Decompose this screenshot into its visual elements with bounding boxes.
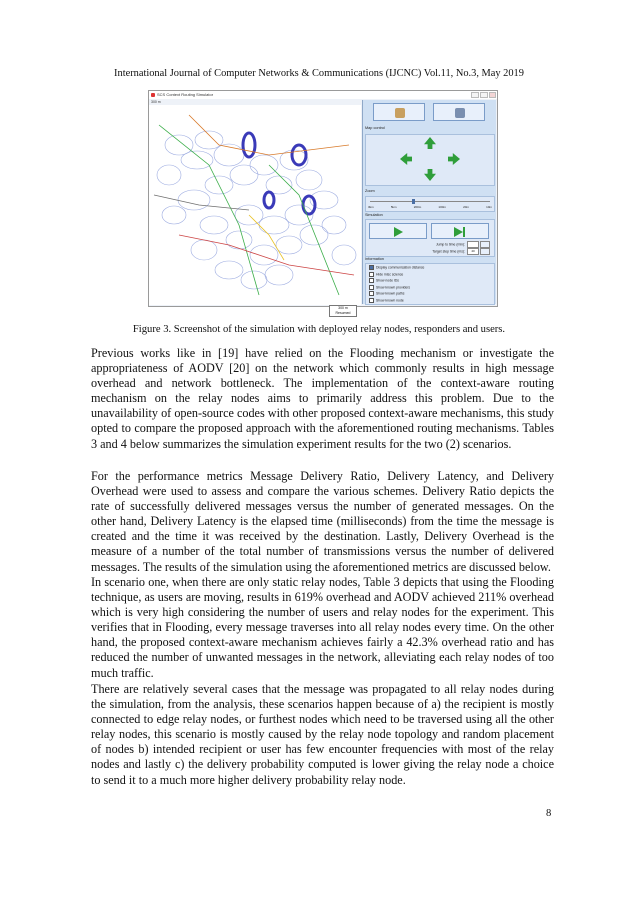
control-panel <box>362 100 496 304</box>
figure-caption: Figure 3. Screenshot of the simulation with deployed relay nodes, responders and users. <box>132 324 506 335</box>
maximize-icon <box>480 92 488 98</box>
checkbox-icon <box>369 298 374 303</box>
checkbox-hide-misc[interactable] <box>369 272 403 277</box>
simulation-label: Simulation <box>365 213 383 217</box>
paragraph-3: In scenario one, when there are only static relay nodes, Table 3 depicts that using the Flooding technique, as users are moving, results in 619% overhead and AODV achieved 211% overhead which is very high considering the number of users and relay nodes for the experiment. This verifies that in Flooding, every message traverses into all relay nodes every time. On the other hand, the proposed context-aware mechanism achieves fairly a 42.3% overhead ratio and has reduced the number of unwanted messages in the network, alleviating each relay nodes of too much traffic. <box>91 575 554 680</box>
paragraph-4: There are relatively several cases that the message was propagated to all relay nodes during the simulation, from the analysis, these scenarios happen because of a) the recipient is mostly connected to edge relay nodes, or furthest nodes which need to be traversed using all the other relay nodes, this scenario is mostly caused by the relay node topology and random placement of nodes b) intended recipient or user has few encounter frequencies with most of the relay nodes and lastly c) the delivery probability computed is lower giving the relay node a choice to send it to a much more higher delivery probability relay node. <box>91 682 554 787</box>
checkbox-label: Show known providers <box>376 284 411 289</box>
fast-forward-button[interactable] <box>431 223 489 239</box>
open-map-button[interactable] <box>373 103 425 121</box>
status-distance: 300 m <box>338 306 348 310</box>
jump-to-time-input[interactable] <box>467 241 479 248</box>
zoom-ticks <box>368 205 492 209</box>
map-control-label: Map control <box>365 126 385 130</box>
pan-left-arrow-icon[interactable] <box>400 153 412 165</box>
checkbox-show-node[interactable] <box>369 298 404 303</box>
zoom-slider-thumb[interactable] <box>412 199 415 204</box>
zoom-tick: 20m <box>463 205 469 209</box>
map-scale-label: 300 m <box>151 100 161 104</box>
window-title: SCS Context Routing Simulator <box>157 92 214 97</box>
checkbox-label: Show node IDs <box>376 278 399 283</box>
jump-to-time-label: Jump to time (min): <box>435 242 465 247</box>
skip-forward-icon <box>454 227 463 237</box>
skip-bar-icon <box>463 227 465 237</box>
window-title-bar <box>149 91 497 99</box>
checkbox-display-distance[interactable] <box>369 265 424 270</box>
target-step-go-button[interactable] <box>480 248 490 255</box>
pan-down-arrow-icon[interactable] <box>424 169 436 181</box>
checkbox-icon <box>369 272 374 277</box>
relay-node-ranges <box>157 131 356 289</box>
page-number: 8 <box>546 808 552 819</box>
pan-right-arrow-icon[interactable] <box>448 153 460 165</box>
target-step-row <box>432 248 490 255</box>
checkbox-label: Show known node <box>376 297 404 302</box>
checkbox-show-providers[interactable] <box>369 285 410 290</box>
zoom-label: Zoom <box>365 189 375 193</box>
zoom-tick: 3km <box>368 205 374 209</box>
map-status-box <box>329 305 357 317</box>
play-icon <box>394 227 403 237</box>
camera-icon <box>455 108 465 118</box>
running-header: International Journal of Computer Networks & Communications (IJCNC) Vol.11, No.3, May 2019 <box>114 68 524 79</box>
paragraph-2: For the performance metrics Message Delivery Ratio, Delivery Latency, and Delivery Overhead were used to assess and compare the various schemes. Delivery Ratio depicts the rate of successfully delivered messages versus the number of generated messages. On the other hand, Delivery Latency is the elapsed time (milliseconds) from the time the message is created and the time it was received by the destination. Lastly, Delivery Overhead is the measure of a number of the total number of transmissions versus the number of delivered messages. The results of the simulation using the aforementioned metrics are discussed below. <box>91 469 554 574</box>
paragraph-1: Previous works like in [19] have relied on the Flooding mechanism or investigate the appropriateness of AODV [20] on the network which commonly results in high message overhead and network bottleneck. The implementation of the context-aware routing mechanism on the relay nodes aims to primarily address this problem. Due to the unavailability of open-source codes with other proposed context-aware mechanisms, this study opted to compare the proposed approach with the aforementioned routing mechanisms. Tables 3 and 4 below summarizes the simulation experiment results for the two (2) scenarios. <box>91 346 554 451</box>
minimize-icon <box>471 92 479 98</box>
checkbox-label: Display communication distance <box>376 265 425 270</box>
folder-icon <box>395 108 405 118</box>
pan-up-arrow-icon[interactable] <box>424 137 436 149</box>
checkbox-icon <box>369 291 374 296</box>
checkbox-checked-icon <box>369 265 374 270</box>
close-icon <box>489 92 496 98</box>
map-drawing <box>149 105 361 305</box>
checkbox-label: Show known paths <box>376 291 405 296</box>
zoom-slider-track[interactable] <box>370 201 490 202</box>
map-control-area <box>365 134 495 186</box>
simulation-map <box>149 105 361 315</box>
app-icon <box>151 93 155 97</box>
checkbox-icon <box>369 278 374 283</box>
responder-clusters <box>243 133 315 214</box>
simulation-controls <box>365 219 495 257</box>
play-button[interactable] <box>369 223 427 239</box>
jump-go-button[interactable] <box>480 241 490 248</box>
checkbox-label: Hide misc science <box>376 271 404 276</box>
zoom-tick: 10m <box>486 205 492 209</box>
target-step-input[interactable]: 40 <box>467 248 479 255</box>
information-label: Information <box>365 257 384 261</box>
checkbox-show-paths[interactable] <box>369 291 404 296</box>
zoom-tick: 100m <box>438 205 446 209</box>
zoom-control <box>365 196 495 212</box>
status-state: Resumed <box>335 310 351 315</box>
target-step-label: Target step time (ms): <box>432 249 465 254</box>
simulation-screenshot-figure <box>148 90 498 315</box>
checkbox-icon <box>369 285 374 290</box>
zoom-tick: 200m <box>413 205 422 209</box>
zoom-tick: 5km <box>390 205 397 209</box>
jump-to-time-row <box>436 241 490 248</box>
information-area <box>365 263 495 305</box>
screenshot-button[interactable] <box>433 103 485 121</box>
checkbox-show-node-ids[interactable] <box>369 278 399 283</box>
